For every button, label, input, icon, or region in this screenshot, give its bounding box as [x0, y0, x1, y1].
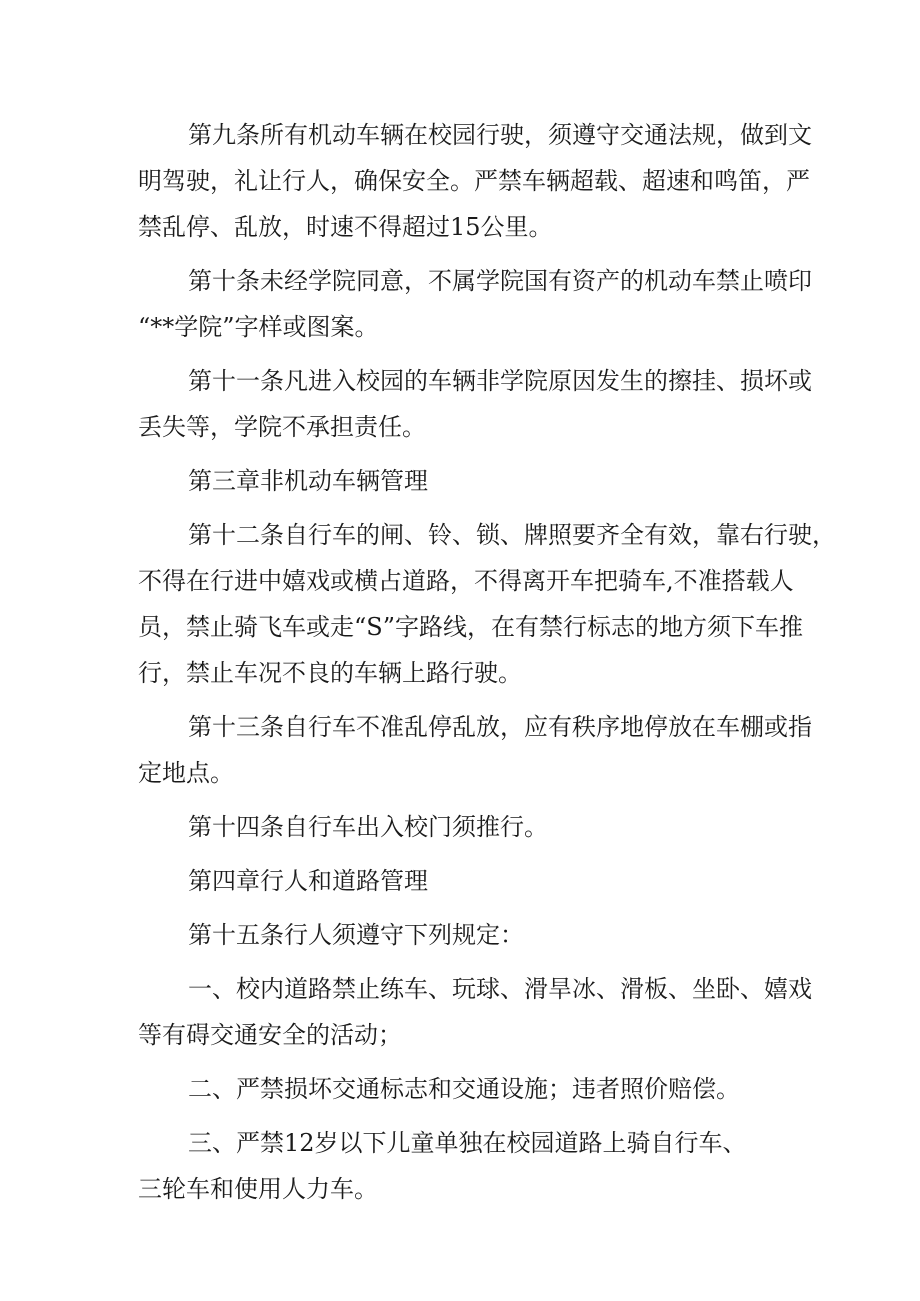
- paragraph-line: 第十三条自行车不准乱停乱放，应有秩序地停放在车棚或指: [188, 713, 812, 741]
- list-item-3: [138, 1120, 788, 1212]
- paragraph-article-10: [138, 258, 812, 350]
- paragraph-line: 行，禁止车况不良的车辆上路行驶。: [138, 659, 522, 687]
- paragraph-line: 第十四条自行车出入校门须推行。: [188, 813, 548, 841]
- paragraph-line: 第十二条自行车的闸、铃、锁、牌照要齐全有效，靠右行驶，: [188, 521, 836, 549]
- paragraph-line: 定地点。: [138, 759, 234, 787]
- paragraph-article-11: [138, 358, 812, 450]
- chapter-heading-3: [138, 458, 788, 504]
- paragraph-line: 丢失等，学院不承担责任。: [138, 413, 426, 441]
- chapter-heading-4: [138, 858, 788, 904]
- paragraph-line: 三轮车和使用人力车。: [138, 1175, 378, 1203]
- paragraph-line: 二、严禁损坏交通标志和交通设施；违者照价赔偿。: [188, 1075, 740, 1103]
- chapter-heading-text: 第四章行人和道路管理: [188, 867, 428, 895]
- paragraph-article-13: [138, 704, 812, 796]
- paragraph-line: 第十五条行人须遵守下列规定：: [188, 921, 524, 949]
- paragraph-line: 第十条未经学院同意，不属学院国有资产的机动车禁止喷印: [188, 267, 812, 295]
- list-item-1: [138, 966, 812, 1058]
- document-body: [138, 112, 836, 1212]
- paragraph-line: 第十一条凡进入校园的车辆非学院原因发生的擦挂、损坏或: [188, 367, 812, 395]
- paragraph-article-12: [138, 512, 836, 696]
- paragraph-line: 等有碍交通安全的活动；: [138, 1021, 402, 1049]
- paragraph-line: 一、校内道路禁止练车、玩球、滑旱冰、滑板、坐卧、嬉戏: [188, 975, 812, 1003]
- paragraph-line: 禁乱停、乱放，时速不得超过15公里。: [138, 213, 553, 241]
- paragraph-line: 员，禁止骑飞车或走“S”字路线，在有禁行标志的地方须下车推: [138, 613, 803, 641]
- paragraph-article-15: [138, 912, 788, 958]
- paragraph-line: 不得在行进中嬉戏或横占道路，不得离开车把骑车,不准搭载人: [138, 567, 794, 595]
- paragraph-article-9: [138, 112, 812, 250]
- list-item-2: [138, 1066, 788, 1112]
- paragraph-article-14: [138, 804, 788, 850]
- paragraph-line: “**学院”字样或图案。: [138, 313, 379, 341]
- chapter-heading-text: 第三章非机动车辆管理: [188, 467, 428, 495]
- paragraph-line: 明驾驶，礼让行人，确保安全。严禁车辆超载、超速和鸣笛，严: [138, 167, 810, 195]
- paragraph-line: 第九条所有机动车辆在校园行驶，须遵守交通法规，做到文: [188, 121, 812, 149]
- paragraph-line: 三、严禁12岁以下儿童单独在校园道路上骑自行车、: [188, 1129, 747, 1157]
